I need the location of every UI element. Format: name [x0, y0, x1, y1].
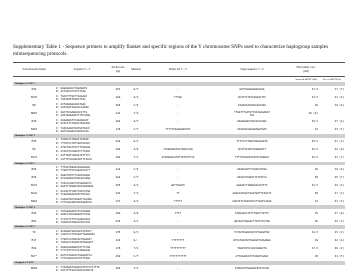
mutation-cell: T/C	[133, 247, 139, 251]
mutation-cell: C/G	[133, 104, 139, 108]
marker-cell: M35	[31, 139, 37, 143]
marker-cell: M173	[30, 183, 38, 187]
annealed-cell: 44.5	[311, 231, 318, 235]
ddntp-size-cell: 27 (A)	[334, 120, 344, 124]
size-cell: 282	[115, 139, 121, 143]
table-caption: Supplementary Table 1 - Sequence primers to amplify flanker and specific regions of the Y chromosome SNPs used to characterize haplogroup samples minisequencing protocols.	[13, 44, 329, 57]
annealed-cell: 45	[314, 255, 318, 259]
col-header-target: Target sequence 5'→3'	[211, 63, 293, 77]
annealed-cell: 46	[314, 104, 318, 108]
ddntp-size-cell: 29 (C)	[334, 247, 344, 251]
sequence-cell: F: AATTAATCAGAGTGTTTCT R: CATTTCACAACAGTTTACCA	[56, 154, 92, 161]
marker-cell: M167	[30, 128, 38, 132]
ddntp-size-cell: 27 (G)	[334, 211, 344, 215]
ddntp-size-cell: 21 (A)	[334, 96, 344, 100]
target-cell: GGTTAGGGAAAGACAA	[239, 88, 265, 92]
size-cell: 176	[115, 247, 121, 251]
annealed-cell: 45.5	[311, 139, 318, 143]
target-cell: GTCATAACACTGGAAATCAAAGGG	[233, 239, 271, 243]
target-cell: AGAAAAACTGACACCCAGC	[237, 120, 267, 124]
marker-cell: M89	[31, 175, 37, 179]
annealed-cell: 48.5	[311, 155, 318, 159]
annealed-cell: 46	[314, 219, 318, 223]
marker-cell: M170	[30, 96, 38, 100]
size-cell: 297	[115, 88, 121, 92]
mutation-cell: G/C	[133, 139, 139, 143]
tail-cell: TTTGG	[174, 96, 182, 100]
target-cell: CGACAACAAAAAAGGTGAT	[237, 128, 267, 132]
sequence-cell: F: AGGCTGCCTTCAGTGAAAC R: ACCAGAACATAACACCAGG	[56, 174, 91, 181]
marker-cell: M96	[31, 167, 37, 171]
ddntp-size-cell: 31 (T)	[334, 155, 344, 159]
mutation-cell: G/-	[133, 239, 139, 243]
tail-cell: TTTTT	[174, 199, 182, 203]
mutation-cell: C/T	[133, 175, 139, 179]
table-row	[13, 138, 345, 146]
target-cell: TTAGTTTCATGTTACCAAAAGGT TGC	[234, 110, 270, 117]
ddntp-size-cell: 32 (G)	[334, 239, 344, 243]
target-cell: AGACCTGAGGCTCTCATCA	[237, 175, 267, 179]
size-cell: 150	[115, 255, 121, 259]
ddntp-size-cell: 23 (C)	[334, 231, 344, 235]
subheader-annealed: Annealed ddNTP (nM)	[294, 77, 318, 81]
table-row	[13, 146, 345, 154]
col-header-marker: Y-chromosome marker	[13, 63, 55, 77]
tail-cell: TTTTTTTTTT	[170, 247, 186, 251]
col-header-ddntp	[319, 63, 345, 77]
annealed-cell: 48.5	[311, 147, 318, 151]
tail-cell: TTTTTAAAAAAGGTAT	[165, 128, 191, 132]
sequence-cell: F: CCCATTCTTCCAAGGTGCA R: TAAACCATAGACCACCCAC	[56, 217, 91, 225]
ddntp-size-cell: 31 (C)	[334, 199, 344, 203]
size-cell: 198	[115, 147, 121, 151]
tail-cell: -	[177, 175, 179, 179]
mutation-cell: A/C	[133, 183, 139, 187]
tail-cell: -	[177, 120, 179, 124]
sequence-cell: F: GGTCATAACACTGGAAATCA R: TTTCAAACCACTGTTTGAC	[56, 253, 92, 260]
mutation-cell: T/C	[133, 267, 139, 271]
tail-cell: -	[177, 112, 179, 116]
sequence-cell: F: TGCCTTTGCTTCAAAGC R: TAGTGATATGGCTTAC	[56, 94, 88, 101]
ddntp-size-cell	[319, 110, 345, 118]
table-header-row	[13, 63, 345, 77]
tail-cell: -	[177, 167, 179, 171]
sequence-cell: F: CAAAGTGCTGGGATTACAGG R: CTTCAACAGCAGCAAAATGA	[56, 198, 92, 205]
tail-cell: TTTTTTTT	[171, 239, 185, 243]
ddntp-size-cell: 23 (T)	[334, 128, 344, 132]
tail-cell: -	[177, 104, 179, 108]
ddntp-size-cell	[319, 265, 345, 273]
sequence-cell: F: CTGGTCATAACACTGGAAAT R: TGAACCTACAAATGTGAAACT	[56, 237, 94, 244]
table-row	[13, 154, 345, 162]
col-header-sequence: Sequence 5'→3'	[55, 63, 109, 77]
marker-cell: M2	[32, 147, 36, 151]
size-cell: 115	[115, 128, 121, 132]
table-row	[13, 165, 345, 173]
sequence-cell: F: GCCGCTTCAGTTACCATAA R: TCGAGAAACAACCTGTGCC	[56, 190, 91, 197]
size-cell: 190	[115, 211, 121, 215]
size-cell: 155	[115, 231, 121, 235]
annealed-cell	[293, 265, 319, 273]
table-row	[13, 253, 345, 261]
table-row	[13, 217, 345, 225]
mutation-cell: T/A	[133, 112, 139, 116]
ddntp-size-cell: 23 (C)	[334, 219, 344, 223]
annealed-cell: 50	[314, 191, 318, 195]
marker-cell: M9	[32, 104, 36, 108]
table-row	[13, 229, 345, 237]
annealed-cell: 47.5	[311, 247, 318, 251]
marker-cell: M25	[31, 120, 37, 124]
size-cell: 233	[115, 219, 121, 223]
table-body	[13, 82, 345, 273]
ddntp-size-cell: 21 (C)	[334, 139, 344, 143]
table-row	[13, 102, 345, 110]
sequence-cell: F: TAACAAACTGGTGGTACCC R: GGTCAAAACCAAGCCCAA	[56, 126, 91, 133]
sequence-cell: F: ACTGGGAGCAGATGAG R: AATGAATGAAACCCAGGG	[56, 102, 89, 109]
ddntp-size-cell: 25 (T)	[334, 175, 344, 179]
target-cell: AGAGCAGTCTCAGCATCGG	[237, 167, 267, 171]
sequence-cell: F: TAAGATCTGGGCTCAAAG R: TTTGTCCTGTTGGTGCAAT	[56, 138, 91, 145]
marker-cell: M52	[31, 219, 37, 223]
mutation-cell: C/T	[133, 128, 139, 132]
mutation-cell: A/C	[133, 199, 139, 203]
size-cell: 134	[115, 191, 121, 195]
marker-cell: M17*	[30, 255, 38, 259]
size-cell: 180	[115, 96, 121, 100]
marker-cell: P92	[31, 88, 37, 92]
mutation-cell: G/C	[133, 231, 139, 235]
annealed-cell: 49	[314, 239, 318, 243]
annealed-cell: 44.5	[311, 96, 318, 100]
mutation-cell: A/G	[133, 147, 139, 151]
ddntp-size-cell: 19 (G)	[334, 104, 344, 108]
target-cell: TTTTCCTTGAATGGAAAGTG	[236, 139, 268, 143]
marker-cell: M304	[30, 199, 38, 203]
sequence-cell: F: TTTGATGGAACAGGAAGGC R: TTGGTTTCCCGAAGTCCTT	[56, 166, 91, 173]
target-cell: AAAAACTTGGGCACAATTTC	[236, 183, 268, 187]
ddntp-size-cell: 17 (T)	[334, 88, 344, 92]
group-title: Singleplex Y-SNP	[13, 261, 345, 265]
tail-cell: GTAAGAACATGTTGTTATCTA	[161, 155, 195, 159]
tail-cell: -	[177, 139, 179, 143]
tail-cell: -	[177, 219, 179, 223]
annealed-cell: 48.5	[311, 183, 318, 187]
mutation-cell: A/C	[133, 219, 139, 223]
annealed-cell: 46	[314, 167, 318, 171]
tail-cell: -	[177, 267, 179, 271]
annealed-cell: 29 (A)	[308, 112, 318, 116]
mutation-cell: C/G	[133, 167, 139, 171]
tail-cell: -	[177, 88, 179, 92]
size-cell: 124	[115, 239, 121, 243]
col-header-tail: Primer tail 5'→3'	[145, 63, 211, 77]
group-title: Multiplex Y-SNP 3	[13, 162, 345, 166]
sequence-cell: F: GGGAGAGCCTAGAAGTG R: ACTAGCCCTATCTCAG	[56, 86, 88, 93]
table-row	[13, 237, 345, 245]
marker-cell: SNP1	[30, 112, 38, 116]
group-title: Multiplex Y-SNP 5	[13, 225, 345, 229]
ddntp-size-cell: 27 (C)	[334, 191, 344, 195]
annealed-cell: 50	[314, 175, 318, 179]
table-row	[13, 173, 345, 181]
target-cell: TCTACTGAAACAATCTAAGATGC	[234, 231, 270, 235]
subheader-size-ddntp: Size of ddNTP (nt)	[322, 77, 342, 81]
target-cell: ATGGAAACTATTTGGCTTGTTC	[234, 211, 270, 215]
group-title: Multiplex Y-SNP 4	[13, 205, 345, 209]
size-cell: 155	[115, 183, 121, 187]
mutation-cell: C/T	[133, 255, 139, 259]
tail-cell: TTTT	[174, 211, 182, 215]
table-row	[13, 197, 345, 205]
tail-cell: -	[177, 231, 179, 235]
mutation-cell: A/T	[133, 120, 139, 124]
group-title: Multiplex Y-SNP 1	[13, 82, 345, 86]
table-row	[13, 94, 345, 102]
size-cell: 127	[115, 199, 121, 203]
size-cell: 268	[115, 120, 121, 124]
table-row	[13, 126, 345, 134]
sequence-cell: F: AGGGCAAAGGATATTTCAG R: CTTCATTCTCCGTGAACAG	[56, 245, 91, 252]
target-cell: TAGGTATCCAACCAGGCTG	[237, 247, 267, 251]
annealed-cell: 44	[314, 199, 318, 203]
sequence-cell: F: AAGAGGATTCAAAGGCAT R: GCACCTCTAAACTAACAGC	[56, 118, 91, 125]
size-cell: 212	[115, 167, 121, 171]
target-cell: GTAAGCATGAGCAATAGC	[237, 104, 267, 108]
tail-cell: TCAGGAAGTGCTGGCCCAG	[163, 147, 193, 151]
target-cell: ATTGAAACGTCTAAGTCAAGC	[235, 255, 269, 259]
sequence-cell: F: TGTGGAGACATTCGTGAGG R: AAGCCTGCAAGGATCCCAG	[56, 209, 91, 217]
marker-cell: M62	[31, 247, 37, 251]
table-row	[13, 209, 345, 217]
ddntp-size-cell: 31 (T)	[334, 255, 344, 259]
target-cell: TTTTATAAAGTCATGTCAGGAT	[234, 155, 270, 159]
size-cell: 282	[115, 175, 121, 179]
marker-cell: M269	[30, 267, 38, 271]
tail-cell: AGTTGAATC	[170, 183, 185, 187]
mutation-cell: A/G	[133, 211, 139, 215]
annealed-cell: 45.5	[311, 120, 318, 124]
size-cell: 192	[115, 155, 121, 159]
sequence-cell: F: CTAAAGATCAGAGTATCTCCCTTTG R: AACTCTTGATAAACCGTGCTG	[56, 265, 100, 272]
col-header-mutation: Mutation	[127, 63, 145, 77]
table-row	[13, 265, 345, 273]
mutation-cell: T/C	[133, 191, 139, 195]
ddntp-size-cell: 19 (G)	[334, 167, 344, 171]
col-header-conc: Final primer conc. (uM)	[293, 63, 319, 77]
table-row	[13, 245, 345, 253]
table-row	[13, 181, 345, 189]
primer-table	[13, 62, 345, 273]
group-title: Multiplex Y-SNP 2	[13, 134, 345, 138]
marker-cell: M20	[31, 211, 37, 215]
target-cell: ATAGATATGAAAATACATCCAG	[234, 267, 270, 271]
table-row	[13, 86, 345, 94]
tail-cell: TTTTTTTTTTT	[169, 255, 187, 259]
ddntp-size-cell: 29 (C)	[334, 183, 344, 187]
sequence-cell: F: TCACCCAGTCATGAAAGTCC R: GGATTTGGGGTAGTGAAAGAG	[56, 182, 94, 189]
sequence-cell: F: ACAGGGTGACAACATATGCT R: CAACTCCTATAAATTGAGAGAC	[56, 229, 95, 236]
table-row	[13, 118, 345, 126]
size-cell: 241	[115, 112, 121, 116]
target-cell: AGCAACTAAAACTTGTCTCCTGG	[234, 219, 270, 223]
annealed-cell: 31	[314, 128, 318, 132]
tail-cell: TT	[176, 191, 180, 195]
target-cell: GCATTCTATCAGAACTCC	[237, 96, 267, 100]
mutation-cell: G/T	[133, 88, 139, 92]
marker-cell: M122	[30, 191, 38, 195]
annealed-cell: 47.5	[311, 88, 318, 92]
marker-cell: M17	[31, 239, 37, 243]
target-cell: ACATTGTGCTGAGGGATT	[237, 147, 267, 151]
annealed-cell: 45	[314, 211, 318, 215]
mutation-cell: T/C	[133, 155, 139, 159]
table-row	[13, 189, 345, 197]
target-cell: AAGCCATGACTGAATGATTTAGCTC	[232, 191, 272, 195]
mutation-cell: A/C	[133, 96, 139, 100]
size-cell: 168	[115, 267, 121, 271]
col-header-size: Product size (bp)	[109, 63, 127, 77]
marker-cell: Y6	[32, 231, 36, 235]
sequence-cell: F: AGCTCCAAGGAACCTTG R: AAATGAAAAGTCTCCCAAG	[56, 110, 91, 117]
ddntp-size-cell: 23 (G)	[334, 147, 344, 151]
target-cell: GAGTGTCTGAATGCCTTAATCAAAG	[232, 199, 272, 203]
sequence-cell: F: ATGCTGATGTCTTTGGCGA R: ATACATCCGGGTCTTCAAC	[56, 146, 91, 153]
table-row	[13, 110, 345, 118]
size-cell: 396	[115, 104, 121, 108]
marker-cell: M174	[30, 155, 38, 159]
